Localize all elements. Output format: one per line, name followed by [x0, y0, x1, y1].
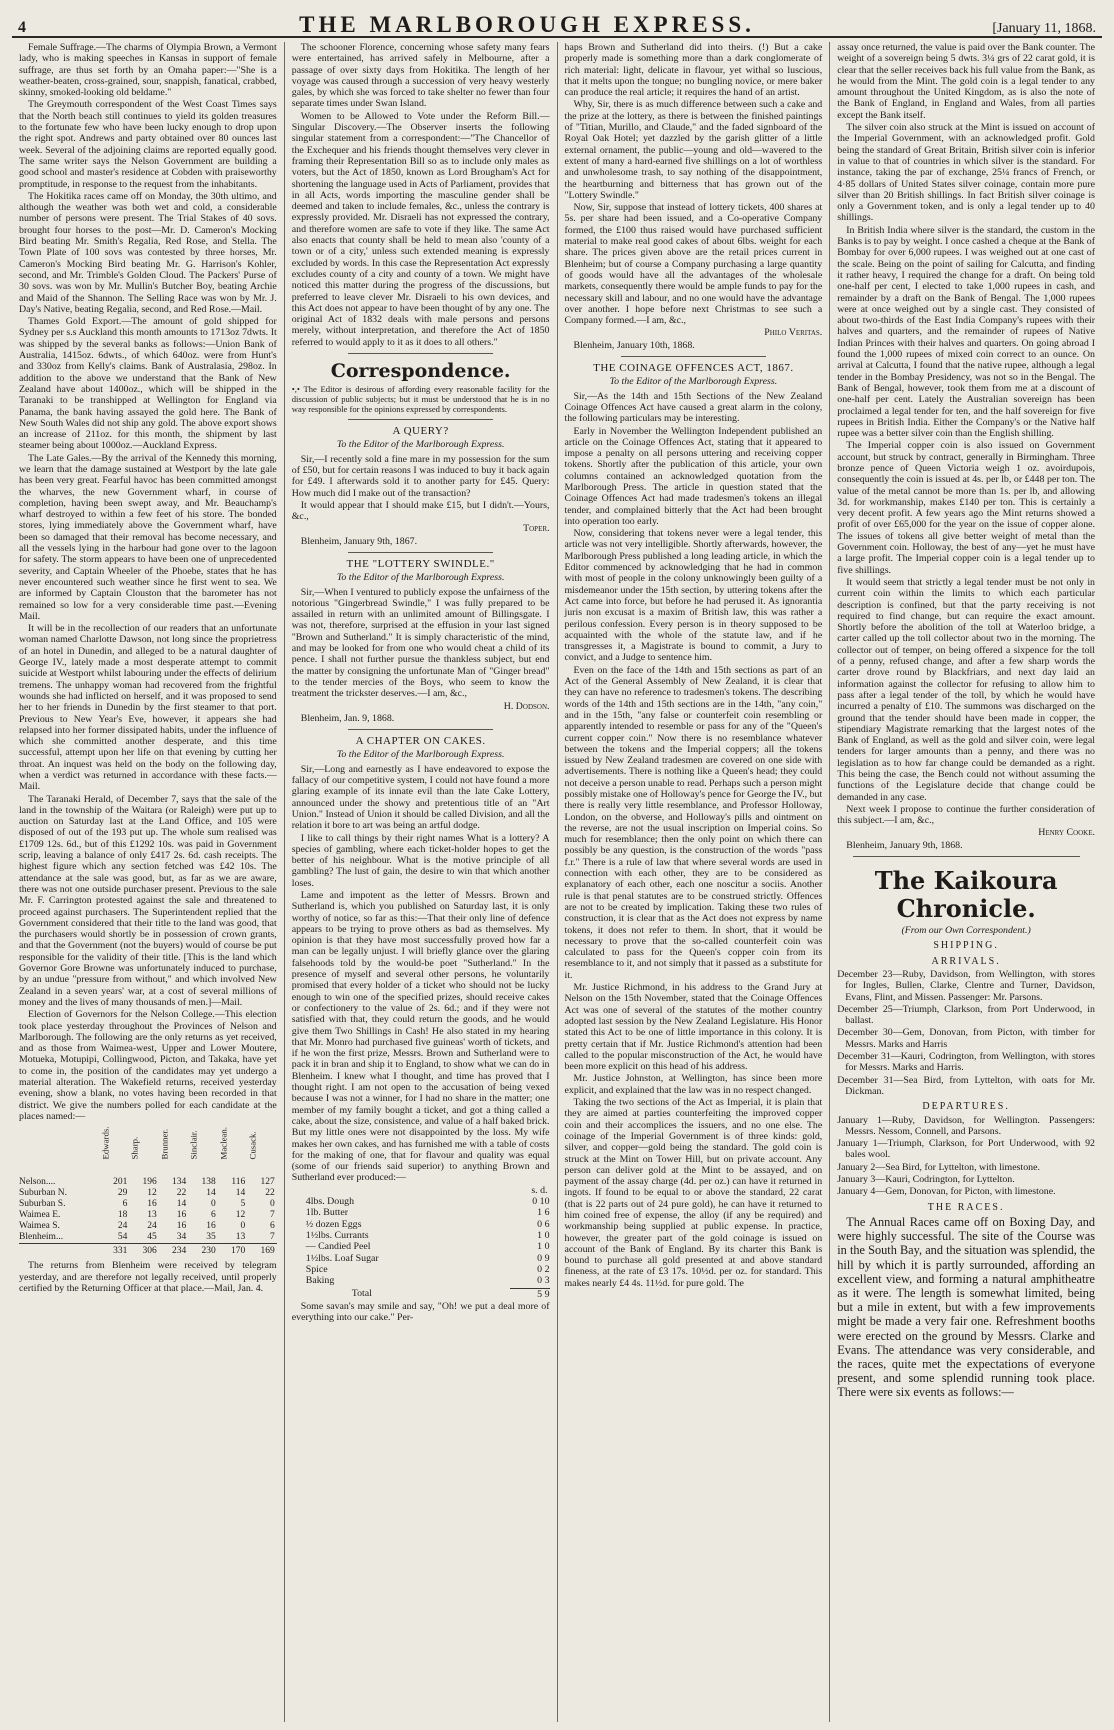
table-cell: 134	[172, 1177, 187, 1188]
columns-container	[12, 42, 1102, 1722]
article-paragraph: Even on the face of the 14th and 15th sections as part of an Act of the General Assembly of New Zealand, it is clear that they can have no reference to tradesmen's tokens. The describing words of the 14th and 15th sections are in the 14th, "any coin," and in the 15th, "any false or counterfeit coin resembling or apparently intended to resemble or pass for any of the "Queen's current copper coin." Now there is no resemblance whatever between the tokens and the Imperial coppers; all the tokens issued by New Zealand tradesmen are covered on one side with advertisements. There is nothing like a Queen's head; they could not deceive a person unable to read. Perhaps such a person might possibly mistake one of Holloway's pence for George the IV., but there is really very little resemblance, and Professor Holloway, London, on the obverse, and Holloway's pills and ointment on the reverse, are not the usual inscription on Imperial coins. So much for resemblance; then the only point on which there can possibly be any question, is the construction of the words "pass f.r." There is a rule of law that where several words are used in connection with each other, they are to be considered as explanatory of each other, each one noscitur a sociis. Another rule is that penal statutes are to be construed strictly. Offences are not to be created by implication. Taking these two rules of construction, it is clear that as the Act does not express by name tokens, it does not refer to them. In short, that it would be necessary to prove that the so-called counterfeit coin was calculated to pass for the Queen's copper coin from its resemblance to it, and not simply that it passed as a substitute for it.	[564, 664, 823, 981]
table-total-cell: 234	[159, 1244, 188, 1258]
cost-list-header	[292, 1185, 550, 1196]
table-total-cell: 331	[100, 1244, 129, 1258]
article-paragraph: Mr. Justice Johnston, at Wellington, has since been more explicit, and explained that the law was in no respect changed.	[564, 1073, 823, 1096]
table-header-blank	[19, 1125, 100, 1177]
cost-item-label: Spice	[305, 1263, 328, 1275]
section-heading: The Kaikoura Chronicle.	[874, 866, 1058, 924]
table-header-candidate	[188, 1125, 217, 1177]
subsection-heading: ARRIVALS.	[931, 955, 1001, 967]
cost-item-label: 1½lbs. Currants	[305, 1229, 369, 1241]
cost-item	[292, 1219, 550, 1230]
table-cell: Suburban N.	[19, 1188, 68, 1199]
shipping-entry: December 23—Ruby, Davidson, from Wellington, with stores for Ingles, Bullen, Clarke, Clentre and Turner, Davidson, Evans, Flint, and Missen. Passenger: Mr. Parsons.	[837, 968, 1095, 1003]
signature: Philo Veritas.	[764, 327, 823, 339]
table-total-row	[19, 1244, 277, 1258]
cost-item-value: 1 0	[537, 1241, 550, 1253]
table-row	[19, 1232, 277, 1244]
table-total-cell: 170	[218, 1244, 247, 1258]
subsection-heading: THE RACES.	[927, 1201, 1005, 1213]
article-subheading: To the Editor of the Marlborough Express.	[336, 439, 505, 451]
table-cell: 6	[122, 1199, 128, 1210]
article-paragraph: It would seem that strictly a legal tender must be not only in current coin within the limits to which each particular description is confined, but that the party receiving is not required to find change, but can require the exact amount. Shortly before the abolition of the toll at Waterloo bridge, a carter called up the toll collector about two in the morning. The collector out of temper, on being offered a sixpence for the toll of a penny, refused change, and after a few sharp words the carter drove round by Blackfriars, and next day laid an information against the collector for refusing to allow him to pass after a legal tender of the toll, by which he would have incurred a penalty of £10. The summons was discharged on the ground that the tender should have been made in copper, the stipendiary Magistrate remarking that the largest notes of the Bank of England, as well as the gold and silver coin, were legal tenders for larger amounts than a penny, and there was no legislation as to how far change could be demanded as a right. This being the case, the Bench could not without assuming the functions of the Legislature decide that change could be demanded in any case.	[837, 576, 1095, 803]
article-paragraph: Election of Governors for the Nelson College.—This election took place yesterday throughout the Provinces of Nelson and Marlborough. The following are the only returns as yet received, and as those from Waimea-west, Upper and Lower Moutere, Motueka, Motupipi, Collingwood, Picton, and Takaka, have yet to come in, the position of the candidates may yet undergo a material alteration. The Wakefield returns, received yesterday evening, show a blank, no votes having been recorded in that district. We give the numbers polled for each candidate at the places named:—	[19, 1009, 277, 1122]
article-heading: A CHAPTER ON CAKES.	[355, 735, 486, 748]
table-cell: 5	[240, 1199, 246, 1210]
candidate-name: Maclean.	[218, 1127, 229, 1160]
table-total-cell: 306	[129, 1244, 158, 1258]
table-cell: 22	[176, 1188, 187, 1199]
article-paragraph: The Imperial copper coin is also issued on Government account, but struck by contract, generally in Birmingham. Three bronze pence of Queen Victoria weigh 1 oz. avoirdupois, consequently the coin is issued at 4s. per lb, or £448 per ton. The value of the metal cannot be more than 1s. per lb, and allowing 3d. for workmanship, makes £140 per ton. This is certainly a very decent profit. A few years ago the Mint returns showed a profit of over £65,000 for the year on the issue of copper alone. The issues of tokens all give better weight of metal than the Government coin. Holloway, the best of any—yet he must have a large profit. The Imperial copper coin is a legal tender up to five shillings.	[837, 440, 1095, 576]
table-cell: 24	[117, 1221, 128, 1232]
table-row	[19, 1221, 277, 1232]
article-subheading: To the Editor of the Marlborough Express.	[609, 376, 778, 388]
article-paragraph: Women to be Allowed to Vote under the Reform Bill.—Singular Discovery.—The Observer inserts the following singular statement from a correspondent:—"The Chancellor of the Exchequer and his friends thought themselves very clever in framing their Representation Bill so as to include only males as voters, but the Act of 1850, known as Lord Brougham's Act for shortening the language used in Acts of Parliament, provides that in all Acts, words importing the masculine gender shall be deemed and taken to include females, &c., unless the contrary is expressly provided. Mr. Disraeli has not expressed the contrary, and therefore women are safe to vote if they like. The same Act also enacts that county shall be held to mean also 'county of a town or of a city,' unless such extended meaning is expressly excluded by words. In this case the Representation Act expressly excludes county of a city and county of a town. We might have noticed this matter during the progress of the discussions, but preferred to leave clever Mr. Disraeli to his own devices, and this Act does not appear to have been thought of by any one. The original Act of 1832 deals with male persons and persons merely, without interpretation, and therefore the Act of 1850 referred to would apply to it as it does to all others."	[291, 110, 550, 348]
table-cell: 54	[117, 1232, 128, 1243]
cost-item-value: 1 6	[537, 1207, 550, 1219]
cost-total	[292, 1288, 550, 1300]
dateline: Blenheim, January 9th, 1868.	[846, 839, 963, 851]
table-cell: 34	[176, 1232, 187, 1243]
dateline: Blenheim, January 9th, 1867.	[300, 535, 418, 547]
article-paragraph: Sir,—When I ventured to publicly expose the unfairness of the notorious "Gingerbread Swindle," I was fully prepared to be assailed in return with an unlimited amount of Billingsgate. I was not, therefore, surprised at the effusion in your last signed "Brown and Sutherland." It is simply characteristic of the mind, and may be looked for from one who would cheat a child of its pence. I shall not further pursue the thankless subject, but end the matter by consigning the unfortunate Man of "Ginger bread" to the tender mercies of the Boys, who seem to know the treatment the trickster deserves.—I am, &c.,	[291, 586, 550, 700]
table-row	[19, 1210, 277, 1221]
cost-total-label: Total	[351, 1288, 372, 1300]
article-paragraph: Thames Gold Export.—The amount of gold shipped for Sydney per s.s Auckland this month amounts to 1713oz 7dwts. It was shipped by the several banks as follows:—Union Bank of Australia, 1415oz. 6dwts., of which 640oz. were from Hunt's and 330oz from Kelly's claims. Bank of Australasia, 298oz. In addition to the above we understand that the Bank of New Zealand have about 1400oz., which will be shipped in the Taranaki to be transhipped at Wellington for England via Panama, the bank having assayed the gold here. The Bank of New South Wales did not ship any gold. The above export shows an increase of 211oz. for this month, the shipment by last steamer being about 1000oz.—Auckland Express.	[19, 316, 277, 452]
article-paragraph: Next week I propose to continue the further consideration of this subject.—I am, &c.,	[837, 803, 1095, 827]
cost-item	[292, 1196, 550, 1207]
cost-total-value: 5 9	[510, 1288, 550, 1300]
article-paragraph: It would appear that I should make £15, but I didn't.—Yours, &c.,	[291, 499, 550, 523]
table-cell: 0	[211, 1199, 216, 1210]
shipping-list	[837, 969, 1095, 1097]
page-number: 4	[18, 19, 26, 36]
column-3	[557, 42, 830, 1722]
cost-item	[292, 1264, 550, 1275]
table-cell: 7	[270, 1232, 275, 1243]
article-heading: THE COINAGE OFFENCES ACT, 1867.	[593, 362, 794, 375]
cost-item	[292, 1253, 550, 1264]
article-paragraph: The returns from Blenheim were received by telegram yesterday, and are therefore not legally received, until properly certified by the Returning Officer at that place.—Mail, Jan. 4.	[19, 1260, 277, 1294]
article-paragraph: Now, Sir, suppose that instead of lottery tickets, 400 shares at 5s. per share had been issued, and a Co-operative Company formed, the £100 thus raised would have purchased sufficient material to make real good cakes of about 6lbs. weight for each share. The prices given above are the retail prices current in Blenheim; but of course a Company purchasing a large quantity of goods would have all the advantages of the wholesale markets, consequently there would be ample funds to pay for the necessary skill and labour, and no one would have the advantage over another. I hope before next Christmas to see such a Company formed.—I am, &c.,	[564, 202, 823, 327]
table-cell: 16	[176, 1221, 187, 1232]
column-1	[12, 42, 284, 1722]
table-cell: 16	[176, 1210, 187, 1221]
table-cell: 24	[147, 1221, 157, 1232]
article-paragraph: assay once returned, the value is paid over the Bank counter. The weight of a sovereign being 5 dwts. 3¼ grs of 22 carat gold, it is clear that the seller receives back his full value from the Bank, as he would from the Mint. The gold coin is a legal tender to any amount throughout the United Kingdom, as is also the note of the Bank of England, in England and Wales, from all parties except the Bank itself.	[837, 42, 1095, 121]
table-header-candidate	[218, 1125, 247, 1177]
cost-item-label: — Candied Peel	[305, 1241, 371, 1253]
divider-rule	[348, 419, 492, 420]
table-row	[19, 1199, 277, 1210]
masthead	[12, 12, 1102, 38]
cost-item	[292, 1207, 550, 1218]
article-paragraph: I like to call things by their right names What is a lottery? A species of gambling, where each ticket-holder hopes to get the better of his neighbour. What is the motive principle of all gambling? The lust of gain, the desire to win that which another loses.	[291, 832, 550, 889]
article-paragraph: Mr. Justice Richmond, in his address to the Grand Jury at Nelson on the 15th November, stated that the Coinage Offences Act was one of several of the statutes of the mother country adopted last session by the New Zealand Legislature. His Honor stated this Act to be one of little importance in this colony. It is pretty certain that if Mr. Justice Richmond's attention had been called to the popular misconstruction of the Act, he would have been more explicit on this head of his address.	[564, 982, 823, 1073]
article-paragraph: Sir,—As the 14th and 15th Sections of the New Zealand Coinage Offences Act have caused a great alarm in the colony, the following particulars may be interesting.	[564, 390, 823, 425]
candidate-name: Cusack.	[247, 1131, 258, 1160]
cost-item-value: 0 10	[532, 1196, 550, 1208]
cost-item-label: ½ dozen Eggs	[305, 1218, 362, 1230]
table-cell: 127	[260, 1177, 275, 1188]
article-paragraph: Sir,—I recently sold a fine mare in my possession for the sum of £50, but for certain reasons I was induced to buy it back again for £49. I afterwards sold it to another party for £45. Query: How much did I make out of the transaction?	[291, 453, 550, 499]
table-row	[19, 1188, 277, 1199]
candidate-name: Brunner.	[159, 1129, 170, 1160]
article-paragraph: Lame and impotent as the letter of Messrs. Brown and Sutherland is, which you published on Saturday last, it is only worthy of notice, so far as this:—That their only line of defence appears to be trying to prove others as bad as themselves. My opinion is that they have most successfully proved how far a man can be legally unjust. I will briefly glance over the glaring falsehoods told by the would-be poet "Sutherland." In the presence of myself and several other persons, he voluntarily promised that every holder of a ticket who should not be lucky enough to win one of the specified prizes, should receive cakes or confectionery to the value of 2s. 6d.; and if they were not satisfied with that, they could return the goods, and he would give them Two Shillings in Cash! He also stated in my hearing that Mr. Monro had purchased five guineas' worth of tickets, and if he won the first prize, Messrs. Brown and Sutherland were to pack it in bran and ship it to England, to show what we can do in Blenheim. I knew what I thought, and time has proved that I thought right. I am not open to the accusation of being vexed because I was not a winner, for I had no share in the matter; one member of my family bought a ticket, and got a thing called a cake, about the size, consistence, and value of a half baked brick. But my little ones were not disappointed by the loss. My wife makes her own cakes, and has furnished me with a table of costs for the making of one, that for flavour and quality was equal (some of our friends said superior) to anything Brown and Sutherland ever produced:—	[291, 890, 550, 1184]
table-cell: 7	[270, 1210, 275, 1221]
cost-item	[292, 1230, 550, 1241]
editor-notice: •,• The Editor is desirous of affording every reasonable facility for the discussion of public subjects; but it must be understood that he is in no way responsible for the opinions expressed by correspondents.	[291, 384, 550, 415]
election-results-table	[19, 1125, 277, 1257]
table-cell: 18	[117, 1210, 128, 1221]
table-cell: 35	[206, 1232, 216, 1243]
cost-item-label: 4lbs. Dough	[305, 1196, 355, 1208]
currency-columns-label: s. d.	[531, 1184, 548, 1196]
cost-item-value: 0 2	[537, 1263, 550, 1275]
table-cell: 45	[147, 1232, 157, 1243]
subsection-heading: SHIPPING.	[933, 940, 999, 952]
table-cell: 14	[176, 1199, 187, 1210]
article-paragraph: The silver coin also struck at the Mint is issued on account of the Imperial Government, with an acknowledged profit. Gold being the standard of Great Britain, British silver coin is inferior in value to that of countries in which silver is the standard. For instance, taking the par of exchange, 25¼ francs of French, or 4·85 dollars of United States silver coinage, contain more pure silver than 20 British shillings. In fact British silver coinage is only a Government token, and is only a legal tender up to 40 shillings.	[837, 122, 1095, 224]
table-total-cell	[19, 1244, 100, 1258]
table-cell: 196	[142, 1177, 157, 1188]
divider-rule	[348, 552, 492, 553]
table-total-cell: 169	[247, 1244, 277, 1258]
table-header-row	[19, 1125, 277, 1177]
article-paragraph: The schooner Florence, concerning whose safety many fears were entertained, has arrived safely in Melbourne, after a passage of over sixty days from Hokitika. The length of her voyage was caused through a succession of very heavy westerly gales, by which she was forced to take shelter no fewer than four separate times under Swan Island.	[291, 42, 550, 110]
table-total-cell: 230	[188, 1244, 217, 1258]
shipping-entry: December 31—Kauri, Codrington, from Wellington, with stores for Messrs. Marks and Harris.	[837, 1051, 1095, 1074]
candidate-name: Sinclair.	[188, 1130, 199, 1160]
shipping-entry: January 2—Sea Bird, for Lyttelton, with limestone.	[837, 1161, 1040, 1173]
shipping-entry: December 30—Gem, Donovan, from Picton, with timber for Messrs. Marks and Harris	[837, 1027, 1095, 1050]
divider-rule	[621, 356, 765, 357]
article-paragraph: Taking the two sections of the Act as Imperial, it is plain that they are aimed at parties counterfeiting the improved copper coin and their accomplices the issuers, and no one else. The coinage of the Imperial Government is of three kinds: gold, silver, and copper—gold being the standard. The gold coin is struck at the Mint on Tower Hill, but on private account. Any person can deliver gold at the Mint to be assayed, and on payment of the assay charge (4d. per oz.) can have it returned in ingots. If found to be equal to or above the standard, 22 carat (that is 22 parts out of 24 pure gold), he can have it returned to him coined free of expense, the alloy (if any be required) and workmanship being supplied at public expense. In practice, however, the greater part of the gold coinage is issued on account of the Bank of England. By its charter this Bank is bound to purchase all gold presented at and above standard fineness, at the rate of £3 17s. 10½d. per oz. for standard. This makes nearly £4 4s. 11½d. for pure gold. The	[564, 1097, 823, 1289]
candidate-name: Edwards.	[100, 1126, 111, 1160]
cost-item-label: 1½lbs. Loaf Sugar	[305, 1252, 379, 1264]
article-paragraph: Why, Sir, there is as much difference between such a cake and the prize at the lottery, as there is between the finished paintings of "Titian, Murillo, and Claude," and the faded signboard of the Royal Oak Hotel; yet dazzled by the garish glitter of a little external ornament, the public—young and old—wavered to the extent of many a hard-earned five shillings on a lot of worthless and unwholesome trash, to say nothing of the disappointment, the heartburning and bitterness that has grown out of the "Lottery Swindle."	[564, 99, 823, 201]
divider-rule	[853, 856, 1080, 857]
article-subheading: (From our Own Correspondent.)	[901, 925, 1031, 937]
candidate-name: Sharp.	[129, 1136, 140, 1160]
dateline: Blenheim, Jan. 9, 1868.	[300, 712, 395, 724]
cost-item	[292, 1275, 550, 1286]
shipping-entry: December 31—Sea Bird, from Lyttelton, with oats for Mr. Dickman.	[837, 1074, 1095, 1097]
table-cell: 14	[206, 1188, 216, 1199]
column-4	[829, 42, 1102, 1722]
article-paragraph: Some savan's may smile and say, "Oh! we put a deal more of everything into our cake." Per-	[291, 1300, 550, 1323]
table-header-candidate	[129, 1125, 158, 1177]
table-header-candidate	[100, 1125, 129, 1177]
table-cell: Blenheim...	[19, 1232, 64, 1243]
article-paragraph: The Greymouth correspondent of the West Coast Times says that the North beach still continues to yield its golden treasures to the fortunate few who have been lucky enough to drop upon the right spot. Andrews and party obtained over 80 ounces last week. Several of the adjoining claims are reported equally good. The same writer says the Nelson Government are building a good school and master's residence at Cobden with praiseworthy promptitude, in response to the request from the inhabitants.	[19, 99, 277, 190]
table-cell: 6	[211, 1210, 216, 1221]
article-heading: THE "LOTTERY SWINDLE."	[346, 557, 495, 570]
article-paragraph: In British India where silver is the standard, the custom in the Banks is to pay by weight. I once cashed a cheque at the Bank of Bombay for over 6,000 rupees. I was weighed out at one cast of the scale. Being on the point of sailing for Calcutta, and finding it rather heavy, I required the change for a draft. On being told one-half per cent, I elected to take 1,000 rupees in cash, and remainder by a draft on the Bank of Bengal. The 1,000 rupees were at once weighed out by a single cast. They consisted of about two-thirds of the East India Company's rupees with their halves and quarters, and the remainder of rupees of Native Indian Princes with their halves and quarters. On going abroad I found the 1,000 rupees of mixed coin correct to an ounce. On arrival at Calcutta, I found that the native rupee, although a legal tender in the Bombay Presidency, was not so in the Bengal. The Bank of Bengal, however, took them from me at a discount of one-half per cent. Lately the Australian sovereign has been proclaimed a legal tender for ten, and the half sovereign for five rupees in British India. Either the Company's or the Native half rupee was a better silver coin than the English shilling.	[837, 224, 1095, 440]
table-cell: 0	[270, 1199, 275, 1210]
article-paragraph: The Taranaki Herald, of December 7, says that the sale of the land in the township of the Waitara (or Raleigh) were put up to auction on Saturday last at the Land Office, and 105 were disposed of out of the 193 put up. The whole sum realised was £1709 12s. 6d., but of this £1292 10s. was paid in Government scrip, leaving a balance of only £417 2s. 6d. cash receipts. The highest figure which any section fetched was £42 10s. The attendance at the sale was good, but, as far as we are aware, there was not one outside purchaser present. Previous to the sale Mr. F. Carrington protested against the sale and threatened to proceed against purchasers. The Superintendent replied that the Government considered that their title to the land was good, that the purchasers would shortly be in possession of crown grants, and that the Government (not the buyers) would of course be put responsible for the validity of their title. [This is the land which Governor Gore Browne was unfortunately induced to purchase, by an undue "pressure from without," and which involved New Zealand in a seven years' war, at a cost of several millions of money and the lives of many thousands of men.]—Mail.	[19, 793, 277, 1008]
shipping-entry: January 1—Ruby, Davidson, for Wellington. Passengers: Messrs. Nessom, Connell, and Parsons.	[837, 1114, 1095, 1137]
cost-item-value: 0 3	[537, 1275, 550, 1287]
table-cell: 0	[240, 1221, 246, 1232]
cost-item-value: 0 9	[537, 1252, 550, 1264]
cost-item-value: 1 0	[537, 1229, 550, 1241]
table-row	[19, 1177, 277, 1188]
signature: Henry Cooke.	[1038, 827, 1095, 839]
newspaper-title: THE MARLBOROUGH EXPRESS.	[299, 12, 755, 37]
table-cell: 14	[235, 1188, 246, 1199]
article-paragraph: Early in November the Wellington Independent published an article on the Coinage Offences Act, stating that it appeared to impose a penalty on all persons uttering and receiving copper tokens. Shortly after the publication of this article, your own columns contained an acknowledged quotation from the Marlborough Press. The article in question stated that the Coinage Offences Act had made tradesmen's tokens an illegal tender, and complained bitterly that the Act had been brought into operation too early.	[564, 425, 823, 527]
article-paragraph: Sir,—Long and earnestly as I have endeavored to expose the fallacy of our competitive system, I could not have found a more glaring example of its innate evil than the late Cake Lottery, announced under the showy and pretentious title of an "Art Union." Instead of Union it should be called Division, and all the relation it bore to art was being an artful dodge.	[291, 763, 550, 832]
cost-item	[292, 1241, 550, 1252]
table-cell: Suburban S.	[19, 1199, 66, 1210]
signature: Toper.	[523, 523, 550, 535]
dateline: Blenheim, January 10th, 1868.	[573, 339, 695, 351]
article-paragraph: The Annual Races came off on Boxing Day, and were highly successful. The site of the Course was in the South Bay, and the situation was splendid, the hill by which it is partly surrounded, affording an excellent view, and forming a natural amphitheatre as it were. The length is somewhat limited, being but a mile in extent, but with a few improvements might be made a very fair one. Refreshment booths were erected on the ground by Messrs. Clarke and Evans. The attendance was very considerable, and the races, quite met the expectations of everyone present, and some splendid running took place. There were six events as follows:—	[837, 1214, 1095, 1400]
article-paragraph: Female Suffrage.—The charms of Olympia Brown, a Vermont lady, who is making speeches in Kansas in support of female suffrage, are thus set forth by an Omaha paper:—"She is a weather-beaten, cross-grained, sour, snappish, fanatical, crabbed, skinny, smoked-looking old beldame."	[19, 42, 277, 99]
table-header-candidate	[247, 1125, 277, 1177]
article-paragraph: haps Brown and Sutherland did into theirs. (!) But a cake properly made is something more than a dark conglomerate of rich material: light, delicate in flavour, yet withal so luscious, that it melts upon the tongue; no bungling novice, or mere baker can produce the real article; it requires the hand of an artist.	[564, 42, 823, 99]
divider-rule	[348, 353, 492, 354]
table-cell: 12	[147, 1188, 157, 1199]
shipping-entry: January 3—Kauri, Codrington, for Lyttelton.	[837, 1174, 1015, 1186]
table-cell: 12	[235, 1210, 246, 1221]
article-paragraph: It will be in the recollection of our readers that an unfortunate woman named Charlotte Dawson, not long since the proprietress of an hotel in Dunedin, and alleged to be a natural daughter of George IV., lately made a most desperate attempt to commit suicide at Westport whilst labouring under the effects of delirium tremens. The unhappy woman had recovered from the frightful wounds she had inflicted on herself, and it was proposed to send her to her friends in Dunedin by the first steamer to that port. Previous to New Year's Eve, however, it appears she had relapsed into her former dissipated habits, under the influence of which she committed another desperate, and this time successful, attempt upon her life on that evening by cutting her throat. An inquest was held on the body on the following day, when a verdict was returned in accordance with these facts.—Mail.	[19, 623, 277, 793]
table-cell: 22	[265, 1188, 275, 1199]
table-cell: 16	[147, 1199, 157, 1210]
table-header-candidate	[159, 1125, 188, 1177]
table-cell: 16	[206, 1221, 216, 1232]
table-cell: 6	[270, 1221, 275, 1232]
table-cell: Waimea S.	[19, 1221, 60, 1232]
cost-item-label: 1lb. Butter	[305, 1207, 348, 1219]
article-subheading: To the Editor of the Marlborough Express.	[336, 572, 505, 584]
table-cell: 116	[231, 1177, 246, 1188]
cost-item-label: Baking	[305, 1275, 335, 1287]
article-heading: A QUERY?	[392, 425, 449, 438]
cake-cost-list	[292, 1185, 550, 1301]
table-cell: Waimea E.	[19, 1210, 61, 1221]
table-cell: 13	[235, 1232, 246, 1243]
cost-item-value: 0 6	[537, 1218, 550, 1230]
shipping-entry: January 4—Gem, Donovan, for Picton, with limestone.	[837, 1186, 1056, 1198]
article-subheading: To the Editor of the Marlborough Express.	[336, 749, 505, 761]
table-cell: Nelson....	[19, 1177, 56, 1188]
article-paragraph: Now, considering that tokens never were a legal tender, this article was not very intelligible. Shortly afterwards, however, the Marlborough Press published a long leading article, in which the Editor commenced by acknowledging that he had in common with most of people in the colony unknowingly been guilty of a misdemeanor under the 15th section, by uttering tokens after the Act came into force, but before he had perused it. As ignorantia juris non excusat is a maxim of British law, this was rather a perilous confession. Every person is in theory supposed to be acquainted with the whole of the statute law, and if he transgresses it, a Magistrate is bound to commit, a Jury to convict, and a Judge to sentence him.	[564, 528, 823, 664]
table-cell: 29	[117, 1188, 128, 1199]
subsection-heading: DEPARTURES.	[922, 1101, 1010, 1113]
article-paragraph: The Late Gales.—By the arrival of the Kennedy this morning, we learn that the damage sustained at Westport by the late gale has been very great. Fearful havoc has been committed amongst the wharves, the new Government wharf, in course of completion, having been swept away, and Mr. Beauchamp's wharf destroyed to within a few feet of his store. The bonded stores, lying immediately above the Government wharf, have been so damaged that their removal has become necessary, and all the vessels lying in the harbour had gone over to the lagoon for safety. The storm appears to have been one of unprecedented severity, and Captain Wheeler of the Phoebe, states that he has never encountered such weather since he first went to sea. We are informed by Captain Clouston that the barometer has not remained so low for a very considerable time past.—Evening Mail.	[19, 452, 277, 622]
shipping-entry: December 25—Triumph, Clarkson, from Port Underwood, in ballast.	[837, 1003, 1095, 1027]
divider-rule	[348, 729, 492, 730]
section-heading: Correspondence.	[330, 360, 511, 383]
shipping-list	[837, 1115, 1095, 1198]
table-cell: 201	[113, 1177, 128, 1188]
signature: H. Dodson.	[503, 700, 550, 712]
table-cell: 138	[201, 1177, 216, 1188]
article-paragraph: The Hokitika races came off on Monday, the 30th ultimo, and although the weather was both wet and cold, a considerable number of persons were present. The Trial Stakes of 40 sovs. brought four horses to the post—Mr. D. Cameron's Mocking Bird beating Mr. Smith's Regalia, Red Rose, and Stella. The Town Plate of 100 sovs was contested by three horses, Mr. Cameron's Mocking Bird beating Mr. G. Harrison's Kohler, second, and Mr. Trimble's Golden Cloud. The Packers' Purse of 30 sovs. was won by Mr. Mullin's Butcher Boy, beating Archie and Maid of the Shannon. The Selling Race was won by Mr. J. Day's Native, beating Regalia, second, and Red Rose.—Mail.	[19, 190, 277, 315]
shipping-entry: January 1—Triumph, Clarkson, for Port Underwood, with 92 bales wool.	[837, 1138, 1095, 1161]
table-cell: 13	[147, 1210, 157, 1221]
issue-date: [January 11, 1868.	[992, 21, 1096, 36]
column-2	[284, 42, 557, 1722]
